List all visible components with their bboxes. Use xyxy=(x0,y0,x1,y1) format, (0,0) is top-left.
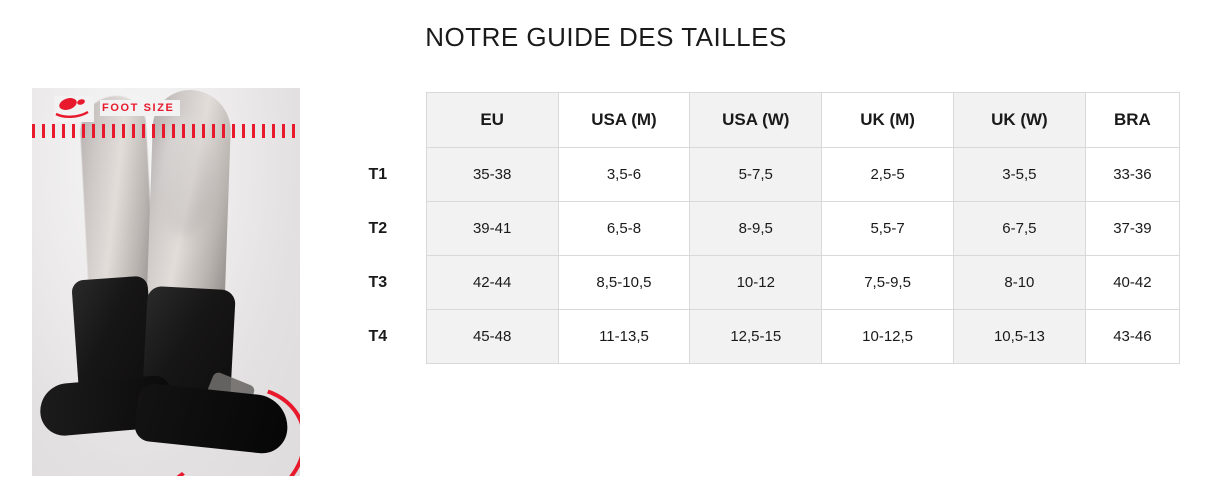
cell-t4-bra: 43-46 xyxy=(1085,310,1179,364)
cell-t2-uk-m: 5,5-7 xyxy=(822,202,954,256)
table-row xyxy=(330,310,1180,364)
cell-t1-uk-w: 3-5,5 xyxy=(953,148,1085,202)
ruler-icon xyxy=(32,124,300,138)
cell-t3-eu: 42-44 xyxy=(426,256,558,310)
size-table xyxy=(330,92,1180,364)
table-header-row xyxy=(330,93,1180,148)
row-label-t3: T3 xyxy=(330,256,426,310)
cell-t2-uk-w: 6-7,5 xyxy=(953,202,1085,256)
cell-t1-usa-m: 3,5-6 xyxy=(558,148,690,202)
row-label-t2: T2 xyxy=(330,202,426,256)
size-table-container xyxy=(330,92,1180,364)
column-header-uk-m: UK (M) xyxy=(822,93,954,148)
foot-size-badge-label: FOOT SIZE xyxy=(100,100,180,116)
row-label-t4: T4 xyxy=(330,310,426,364)
cell-t4-usa-w: 12,5-15 xyxy=(690,310,822,364)
cell-t2-bra: 37-39 xyxy=(1085,202,1179,256)
cell-t4-uk-m: 10-12,5 xyxy=(822,310,954,364)
column-header-eu: EU xyxy=(426,93,558,148)
cell-t1-usa-w: 5-7,5 xyxy=(690,148,822,202)
cell-t2-usa-m: 6,5-8 xyxy=(558,202,690,256)
column-header-bra: BRA xyxy=(1085,93,1179,148)
column-header-usa-m: USA (M) xyxy=(558,93,690,148)
table-row xyxy=(330,256,1180,310)
cell-t2-usa-w: 8-9,5 xyxy=(690,202,822,256)
page-title: NOTRE GUIDE DES TAILLES xyxy=(425,22,787,52)
cell-t1-bra: 33-36 xyxy=(1085,148,1179,202)
table-row xyxy=(330,202,1180,256)
footprint-icon xyxy=(54,96,94,122)
cell-t2-eu: 39-41 xyxy=(426,202,558,256)
cell-t3-uk-w: 8-10 xyxy=(953,256,1085,310)
cell-t4-uk-w: 10,5-13 xyxy=(953,310,1085,364)
column-header-usa-w: USA (W) xyxy=(690,93,822,148)
table-corner-cell xyxy=(330,93,426,148)
cell-t4-eu: 45-48 xyxy=(426,310,558,364)
cell-t3-bra: 40-42 xyxy=(1085,256,1179,310)
cell-t1-uk-m: 2,5-5 xyxy=(822,148,954,202)
table-row xyxy=(330,148,1180,202)
column-header-uk-w: UK (W) xyxy=(953,93,1085,148)
foot-size-illustration xyxy=(32,88,300,476)
cell-t1-eu: 35-38 xyxy=(426,148,558,202)
cell-t3-uk-m: 7,5-9,5 xyxy=(822,256,954,310)
cell-t3-usa-m: 8,5-10,5 xyxy=(558,256,690,310)
cell-t4-usa-m: 11-13,5 xyxy=(558,310,690,364)
cell-t3-usa-w: 10-12 xyxy=(690,256,822,310)
row-label-t1: T1 xyxy=(330,148,426,202)
